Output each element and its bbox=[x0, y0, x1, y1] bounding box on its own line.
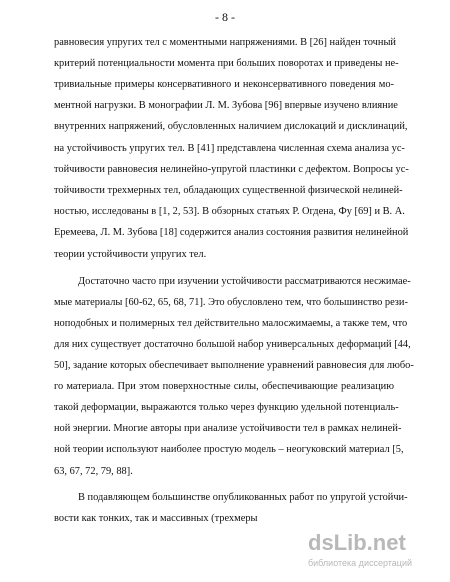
text-line: вости как тонких, так и массивных (трехмеры bbox=[54, 513, 258, 524]
text-line: равновесия упругих тел с моментными напряжениями. В [26] найден точный bbox=[54, 37, 396, 48]
text-line: Еремеева, Л. М. Зубова [18] содержится анализ состояния развития нелинейной bbox=[54, 227, 409, 238]
text-line: мые материалы [60-62, 65, 68, 71]. Это обусловлено тем, что большинство рези- bbox=[54, 297, 408, 308]
text-line: Достаточно часто при изучении устойчивости рассматриваются несжимае- bbox=[78, 276, 411, 287]
text-line: на устойчивость упругих тел. В [41] представлена численная схема анализа ус- bbox=[54, 143, 405, 154]
text-line: критерий потенциальности момента при больших поворотах и приведены не- bbox=[54, 58, 399, 69]
text-line: тойчивости равновесия нелинейно-упругой пластинки с дефектом. Вопросы ус- bbox=[54, 164, 409, 175]
text-line: ноподобных и полимерных тел действительно малосжимаемы, а также тем, что bbox=[54, 318, 408, 329]
text-line: тойчивости трехмерных тел, обладающих существенной физической нелиней- bbox=[54, 185, 403, 196]
watermark-logo bbox=[308, 530, 440, 574]
watermark-main-text: dsLib.net bbox=[308, 530, 406, 555]
text-line: ной энергии. Многие авторы при анализе устойчивости тел в рамках нелиней- bbox=[54, 423, 402, 434]
text-line: тривиальные примеры консервативного и неконсервативного поведения мо- bbox=[54, 79, 394, 90]
text-line: теории устойчивости упругих тел. bbox=[54, 249, 207, 260]
text-line: 50], задание которых обеспечивает выполнение уравнений равновесия для любо- bbox=[54, 360, 414, 371]
text-line: такой деформации, выражаются только через функцию удельной потенциаль- bbox=[54, 402, 399, 413]
text-line: ментной нагрузки. В монографии Л. М. Зубова [96] впервые изучено влияние bbox=[54, 100, 398, 111]
page-number: - 8 - bbox=[215, 10, 235, 24]
text-line: внутренних напряжений, обусловленных наличием дислокаций и дисклинаций, bbox=[54, 121, 408, 132]
text-line: ностью, исследованы в [1, 2, 53]. В обзорных статьях Р. Огдена, Фу [69] и В. А. bbox=[54, 206, 405, 217]
text-line: ной теории используют наиболее простую модель – неогуковский материал [5, bbox=[54, 444, 404, 455]
text-line: 63, 67, 72, 79, 88]. bbox=[54, 466, 133, 477]
text-line: для них существует достаточно большой набор универсальных деформаций [44, bbox=[54, 339, 411, 350]
watermark-sub-text: библиотека диссертаций bbox=[308, 558, 413, 568]
text-line: В подавляющем большинстве опубликованных работ по упругой устойчи- bbox=[78, 492, 408, 503]
text-line: го материала. При этом поверхностные силы, обеспечивающие реализацию bbox=[54, 381, 394, 392]
